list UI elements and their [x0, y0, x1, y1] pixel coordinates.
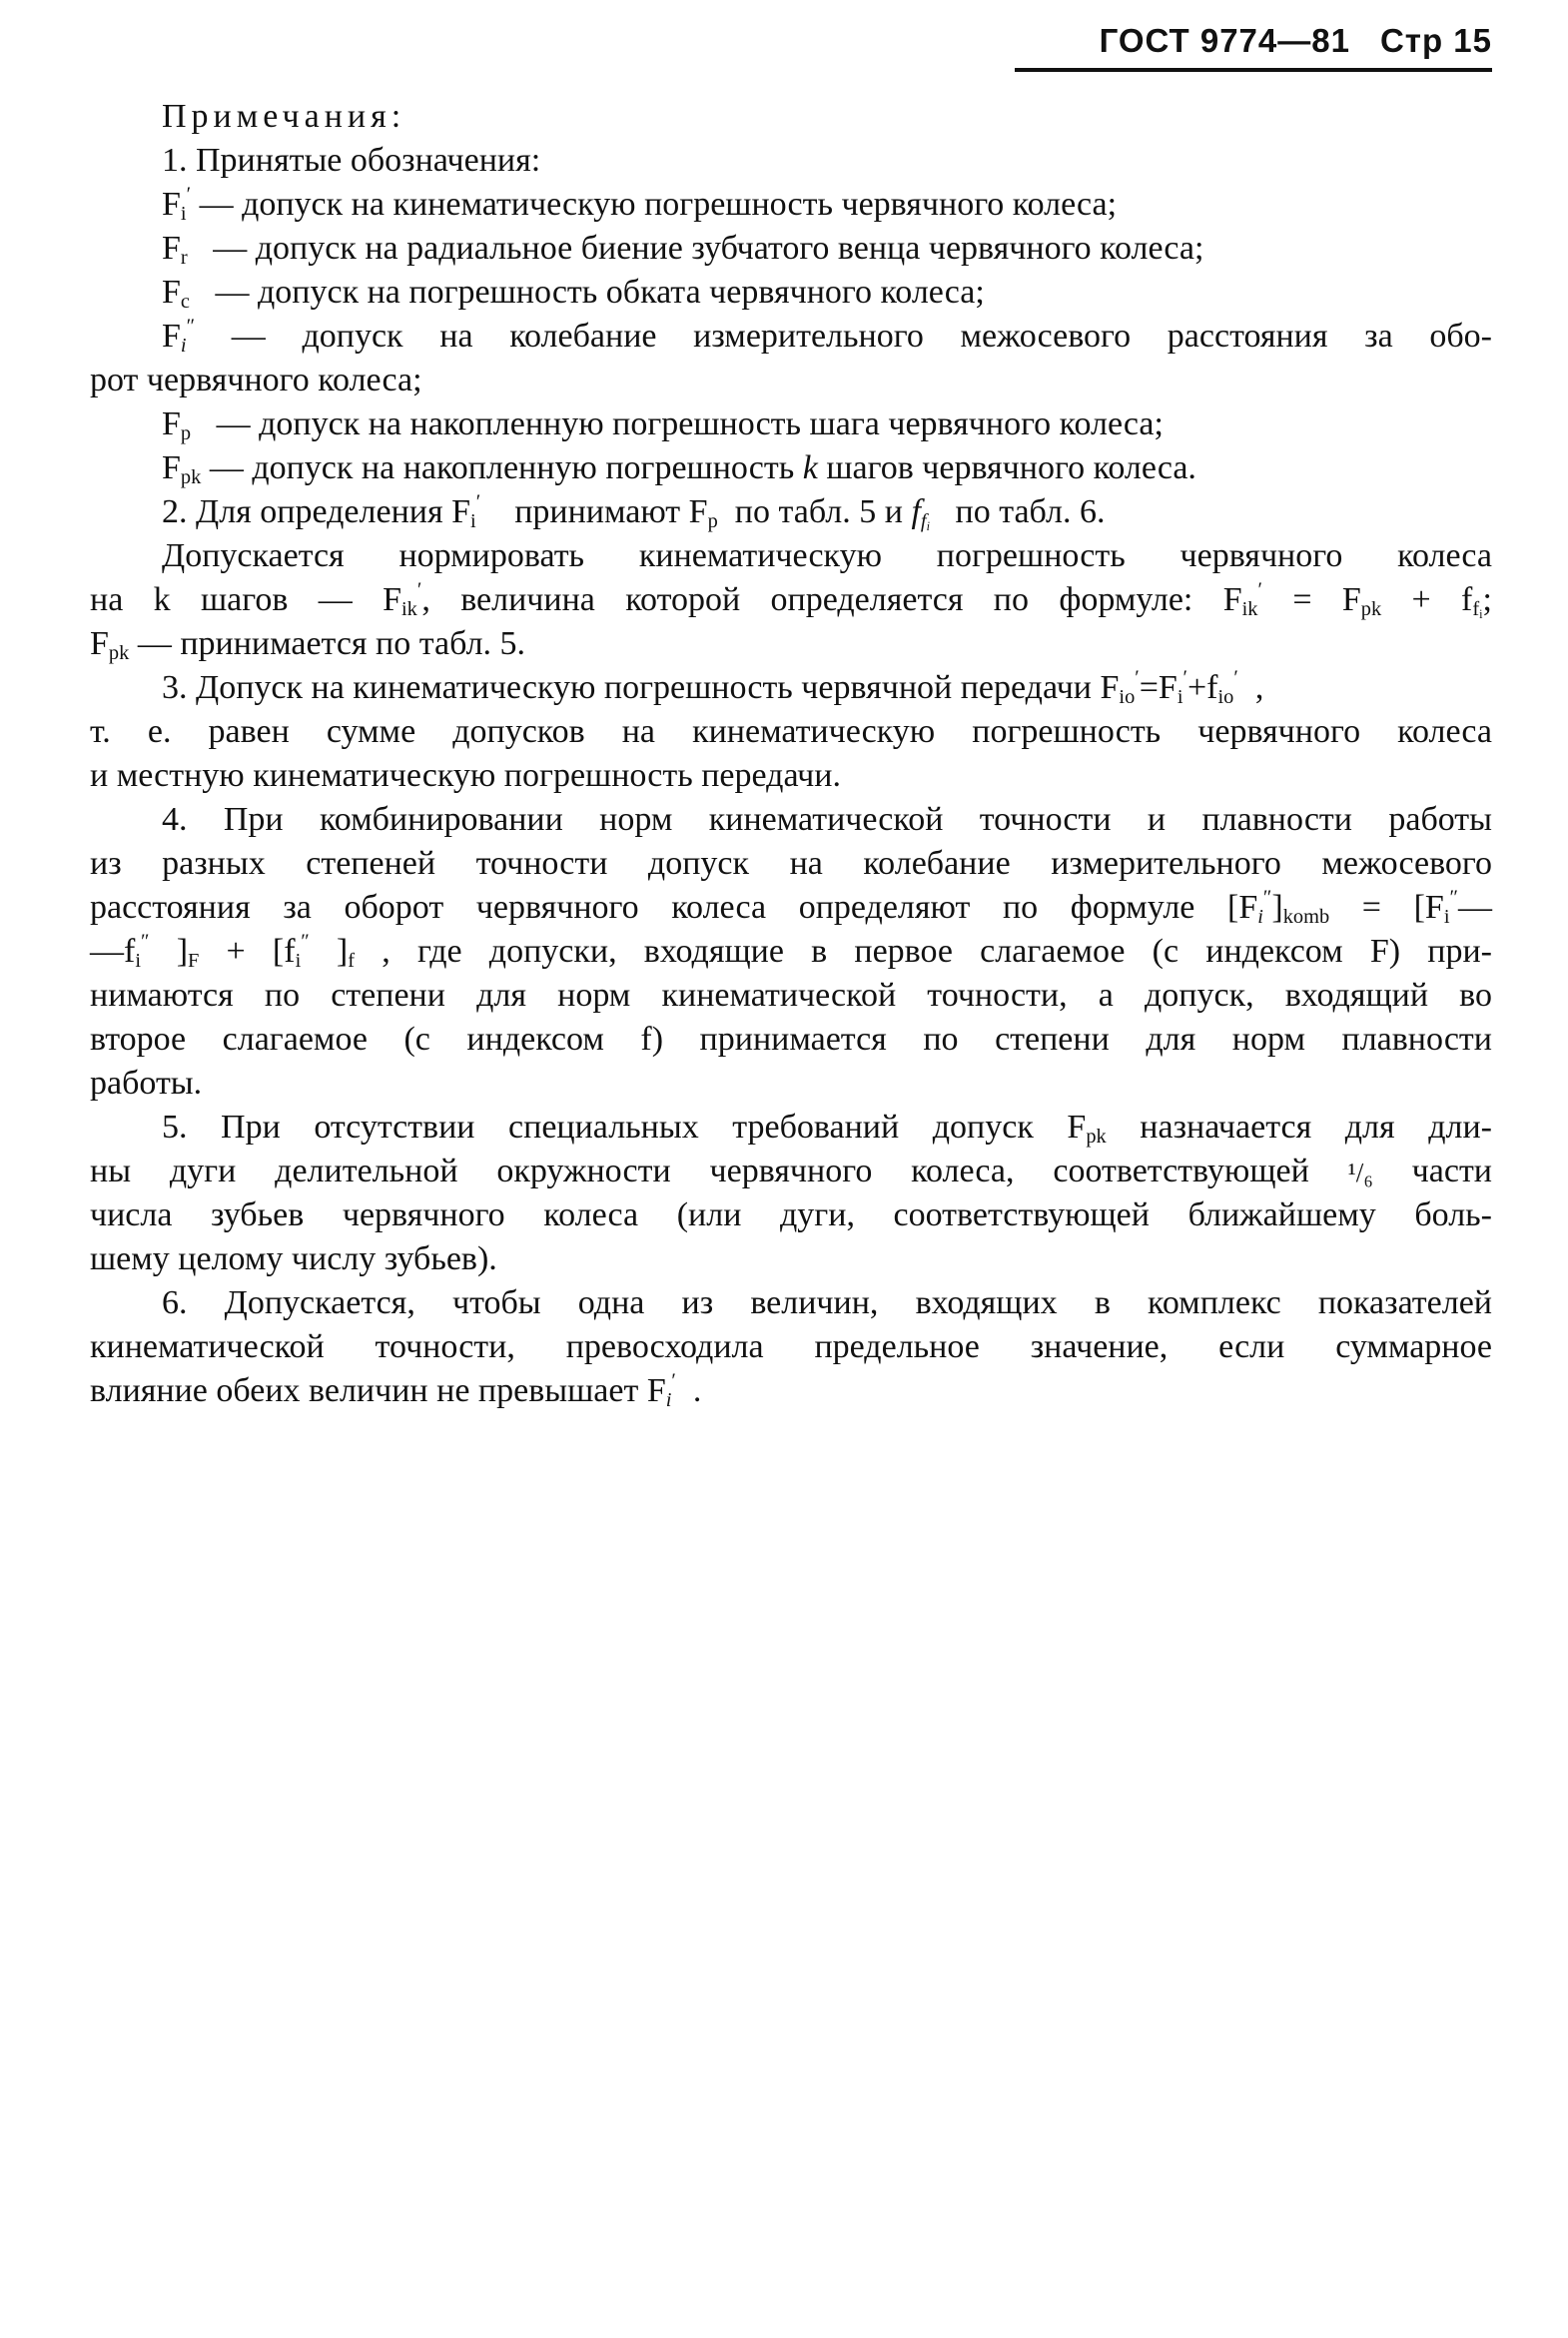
note-5-line-4: шему целому числу зубьев). — [90, 1240, 497, 1277]
note-2-line-1: 2. Для определения $F_i'$ принимают $F_p$ по табл. 5 и $f_{f_i}$ по табл. 6. — [162, 490, 1106, 534]
definition-fi: $F_i'$ — допуск на кинематическую погрешность червячного колеса; — [162, 183, 1118, 226]
note-4-line-6: второе слагаемое (с индексом f) принимается по степени для норм плавности — [90, 1021, 1492, 1058]
note-6-line-1: 6. Допускается, чтобы одна из величин, входящих в комплекс показателей — [162, 1284, 1492, 1321]
note-2-line-3: на k шагов — $F_{ik}'$, величина которой определяется по формуле: $F_{ik}' = F_{pk} + f_{f_i}$; — [90, 578, 1492, 622]
definition-fpk: $F_{pk}$ — допуск на накопленную погрешность k шагов червячного колеса. — [162, 449, 1196, 489]
notes-title: Примечания: — [162, 98, 406, 135]
note-1-intro: 1. Принятые обозначения: — [162, 142, 541, 179]
note-2-line-4: $F_{pk}$ — принимается по табл. 5. — [90, 625, 526, 665]
page-number: Стр 15 — [1379, 22, 1492, 59]
note-4-line-7: работы. — [90, 1065, 203, 1102]
note-4-line-2: из разных степеней точности допуск на колебание измерительного межосевого — [90, 845, 1492, 882]
note-3-line-3: и местную кинематическую погрешность передачи. — [90, 757, 841, 794]
page-header — [999, 22, 1492, 80]
note-6-line-2: кинематической точности, превосходила предельное значение, если суммарное — [90, 1328, 1492, 1365]
note-4-line-1: 4. При комбинировании норм кинематической точности и плавности работы — [162, 801, 1492, 838]
note-5-line-1: 5. При отсутствии специальных требований допуск $F_{pk}$ назначается для дли- — [162, 1109, 1492, 1149]
note-4-line-3: расстояния за оборот червячного колеса определяют по формуле $[F_i'']_{komb}$ = [$F_i''—$ — [90, 886, 1493, 929]
note-4-line-4: $—f_i''$ ]$_F + [f_i''$ ]$_f$ , где допуски, входящие в первое слагаемое (с индексом F) при- — [90, 930, 1493, 973]
standard-number: ГОСТ 9774—81 — [1099, 22, 1350, 59]
note-3-line-1: 3. Допуск на кинематическую погрешность червячной передачи $F_{io}'=F_i'+f_{io}'$ , — [162, 666, 1264, 709]
note-5-line-2: ны дуги делительной окружности червячного колеса, соответствующей ¹/₆ части — [90, 1153, 1493, 1189]
note-2-line-2: Допускается нормировать кинематическую погрешность червячного колеса — [162, 537, 1492, 574]
notes-block — [90, 95, 1492, 1413]
definition-fc: $F_c$ — допуск на погрешность обката червячного колеса; — [162, 274, 985, 314]
definition-fi2-cont: рот червячного колеса; — [90, 362, 422, 398]
note-5-line-3: числа зубьев червячного колеса (или дуги, соответствующей ближайшему боль- — [90, 1196, 1492, 1233]
note-4-line-5: нимаются по степени для норм кинематической точности, а допуск, входящий во — [90, 977, 1492, 1014]
definition-fp: $F_p$ — допуск на накопленную погрешность шага червячного колеса; — [162, 405, 1164, 445]
definition-fr: $F_r$ — допуск на радиальное биение зубчатого венца червячного колеса; — [162, 230, 1204, 270]
definition-fi2: $F_i''$ — допуск на колебание измерительного межосевого расстояния за обо- — [162, 315, 1492, 358]
note-6-line-3: влияние обеих величин не превышает $F_i'$ . — [90, 1369, 702, 1412]
note-3-line-2: т. е. равен сумме допусков на кинематическую погрешность червячного колеса — [90, 713, 1492, 750]
header-rule — [1015, 68, 1492, 72]
